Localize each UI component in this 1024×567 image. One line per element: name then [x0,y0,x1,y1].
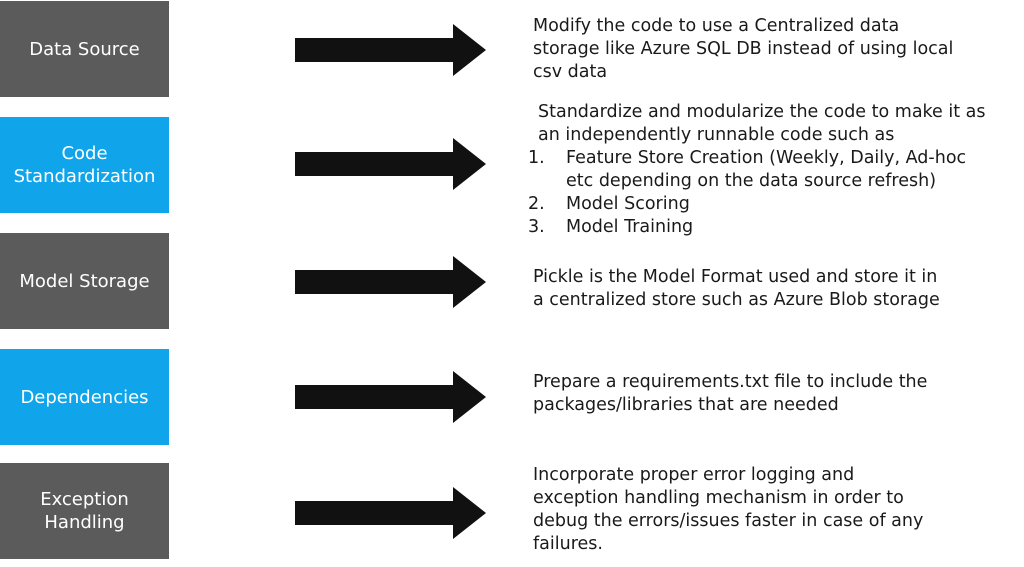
arrow-right-icon [295,487,486,539]
box-label: Dependencies [20,386,149,408]
box-label: Data Source [29,38,140,60]
description-text: Pickle is the Model Format used and store it in a centralized store such as Azure Blob storage [533,267,940,310]
description-dependencies [533,371,927,417]
numbered-list [528,147,986,239]
list-number: 2. [528,194,545,214]
box-exception-handling [0,463,169,559]
description-data-source [533,15,953,84]
list-text: Model Scoring [566,194,690,214]
list-text: Feature Store Creation (Weekly, Daily, Ad-hoc etc depending on the data source refresh) [566,148,967,191]
description-code-standardization [528,101,986,239]
box-dependencies [0,349,169,445]
box-label: Model Storage [19,270,150,292]
list-text: Model Training [566,217,694,237]
arrow-right-icon [295,24,486,76]
description-text: Prepare a requirements.txt file to include the packages/libraries that are needed [533,372,928,415]
box-code-standardization [0,117,169,213]
list-number: 1. [528,148,545,168]
arrow-right-icon [295,138,486,190]
arrow-right-icon [295,371,486,423]
box-label: Exception Handling [40,489,129,533]
list-item [528,193,986,216]
list-item [528,216,986,239]
box-data-source [0,1,169,97]
description-exception-handling [533,464,923,556]
arrow-right-icon [295,256,486,308]
box-model-storage [0,233,169,329]
list-item [528,147,986,193]
description-model-storage [533,266,940,312]
description-text: Incorporate proper error logging and exception handling mechanism in order to debug the errors/issues faster in case of any failures. [533,465,924,554]
box-label: Code Standardization [13,143,156,187]
description-text: Modify the code to use a Centralized data storage like Azure SQL DB instead of using local csv data [533,16,954,82]
list-number: 3. [528,217,545,237]
description-text: Standardize and modularize the code to make it as an independently runnable code such as [538,102,986,145]
